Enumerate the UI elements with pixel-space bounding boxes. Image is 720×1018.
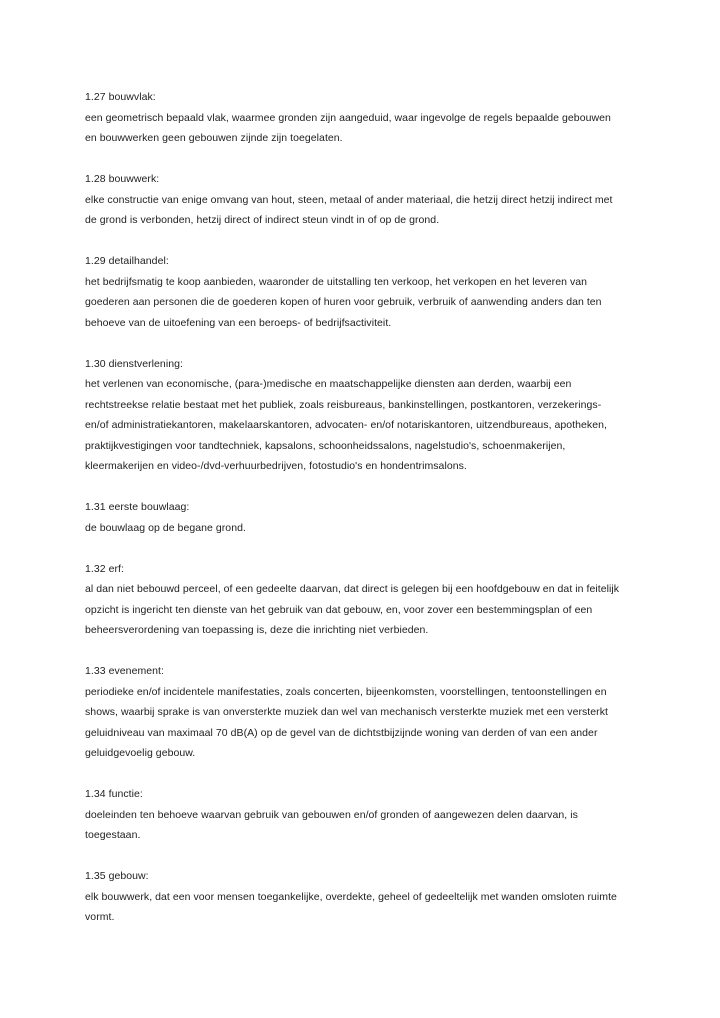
definition-term: 1.33 evenement: [85, 665, 164, 677]
definition-section-1-31 [85, 497, 672, 538]
definition-line: elke constructie van enige omvang van hout, steen, metaal of ander materiaal, die hetzij direct hetzij indirect met [85, 193, 613, 206]
definition-line: goederen aan personen die de goederen kopen of huren voor gebruik, verbruik of aanwending anders dan ten [85, 296, 602, 308]
definition-line: het bedrijfsmatig te koop aanbieden, waaronder de uitstalling ten verkoop, het verkopen en het leveren van [85, 275, 588, 288]
definition-line: en/of administratiekantoren, makelaarskantoren, advocaten- en/of notariskantoren, uitzendbureaus, apotheken, [85, 419, 607, 431]
definition-section-1-29 [85, 251, 672, 333]
definition-section-1-33 [85, 661, 672, 764]
definition-line: rechtstreekse relatie bestaat met het publiek, zoals reisbureaus, bankinstellingen, postkantoren, verzekerings- [85, 398, 602, 411]
definition-line: periodieke en/of incidentele manifestaties, zoals concerten, bijeenkomsten, voorstellingen, tentoonstellingen en [85, 685, 607, 698]
definition-line: een geometrisch bepaald vlak, waarmee gronden zijn aangeduid, waar ingevolge de regels bepaalde gebouwen [85, 111, 611, 124]
definition-line: het verlenen van economische, (para-)medische en maatschappelijke diensten aan derden, waarbij een [85, 378, 572, 390]
definition-line: vormt. [85, 911, 115, 923]
definition-line: beheersverordening van toepassing is, deze die inrichting niet verbieden. [85, 624, 429, 636]
definition-line: de grond is verbonden, hetzij direct of indirect steun vindt in of op de grond. [85, 214, 440, 226]
definition-section-1-32 [85, 559, 672, 641]
definition-term: 1.30 dienstverlening: [85, 357, 183, 370]
definition-section-1-27 [85, 87, 672, 149]
definition-line: de bouwlaag op de begane grond. [85, 521, 246, 534]
definition-section-1-30 [85, 354, 672, 477]
definition-line: en bouwwerken geen gebouwen zijnde zijn toegelaten. [85, 132, 343, 144]
definition-term: 1.27 bouwvlak: [85, 91, 156, 103]
definition-line: elk bouwwerk, dat een voor mensen toegankelijke, overdekte, geheel of gedeeltelijk met wanden omsloten ruimte [85, 890, 617, 903]
definition-section-1-28 [85, 169, 672, 231]
definition-line: toegestaan. [85, 829, 141, 841]
definition-line: praktijkvestigingen voor tandtechniek, kapsalons, schoonheidssalons, nagelstudio's, schoenmakerijen, [85, 439, 566, 452]
definition-term: 1.34 functie: [85, 788, 143, 800]
definition-line: geluidgevoelig gebouw. [85, 747, 196, 759]
definition-line: doeleinden ten behoeve waarvan gebruik van gebouwen en/of gronden of aangewezen delen daarvan, is [85, 808, 578, 821]
definition-term: 1.31 eerste bouwlaag: [85, 501, 190, 513]
definition-term: 1.32 erf: [85, 562, 124, 575]
definition-line: geluidniveau van maximaal 70 dB(A) op de gevel van de dichtstbijzijnde woning van derden of van een ander [85, 726, 598, 739]
definition-line: al dan niet bebouwd perceel, of een gedeelte daarvan, dat direct is gelegen bij een hoofdgebouw en dat in feitelijk [85, 583, 620, 595]
definition-section-1-34 [85, 784, 672, 846]
definition-line: opzicht is ingericht ten dienste van het gebruik van dat gebouw, en, voor zover een bestemmingsplan of een [85, 603, 593, 616]
definition-line: shows, waarbij sprake is van onversterkte muziek dan wel van mechanisch versterkte muziek met een versterkt [85, 706, 608, 718]
definition-line: kleermakerijen en video-/dvd-verhuurbedrijven, fotostudio's en hondentrimsalons. [85, 460, 467, 472]
definition-term: 1.28 bouwwerk: [85, 173, 160, 185]
definition-line: behoeve van de uitoefening van een beroeps- of bedrijfsactiviteit. [85, 316, 392, 329]
definition-term: 1.35 gebouw: [85, 870, 149, 882]
definition-section-1-35 [85, 866, 672, 928]
definition-term: 1.29 detailhandel: [85, 255, 169, 267]
